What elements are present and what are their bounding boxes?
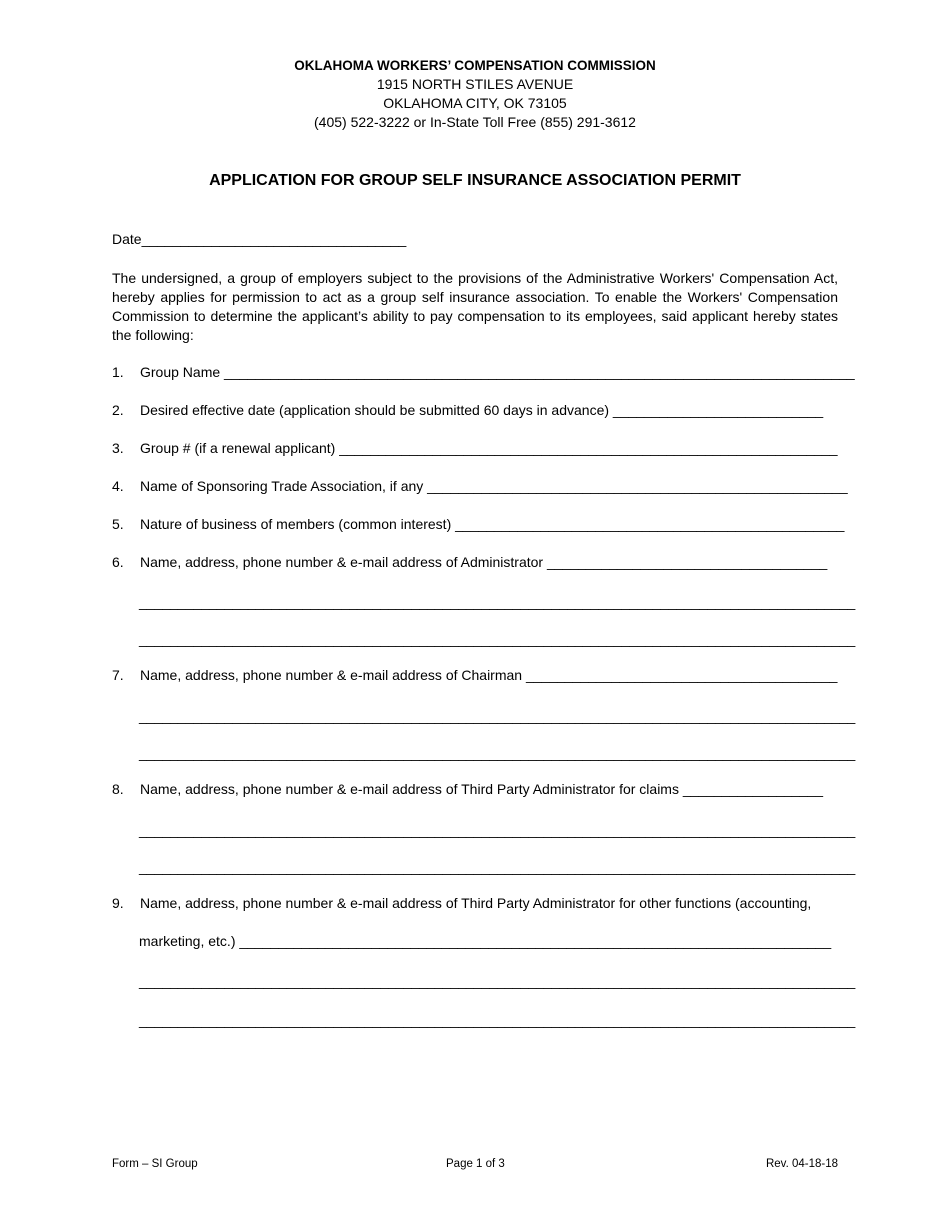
item-number: 9.: [112, 895, 124, 911]
intro-paragraph: The undersigned, a group of employers subject to the provisions of the Administrative Workers' Compensation Act, hereby applies for permission to act as a group self insurance association. To enable the Workers' Compensation Commission to determine the applicant’s ability to pay compensation to its employees, said applicant hereby states the following:: [112, 270, 838, 343]
blank-line[interactable]: ____________________________________________________________________________________________: [139, 822, 856, 838]
item-number: 8.: [112, 781, 124, 797]
blank-line[interactable]: ____________________________________________________________________________________________: [139, 631, 856, 647]
blank-line[interactable]: ____________________________________________________________________________________________: [139, 708, 856, 724]
item-number: 7.: [112, 667, 124, 683]
item-text: Name, address, phone number & e-mail address of Chairman ________________________________________: [140, 667, 838, 683]
footer-page-number: Page 1 of 3: [446, 1158, 505, 1170]
item-number: 4.: [112, 478, 124, 494]
item-number: 3.: [112, 440, 124, 456]
item-text: Name, address, phone number & e-mail address of Third Party Administrator for claims __________________: [140, 781, 824, 797]
address-line-1: 1915 NORTH STILES AVENUE: [376, 76, 574, 92]
blank-line[interactable]: ____________________________________________________________________________________________: [139, 594, 856, 610]
blank-line[interactable]: ____________________________________________________________________________________________: [139, 745, 856, 761]
item-number: 6.: [112, 554, 124, 570]
item-text: Name of Sponsoring Trade Association, if any ______________________________________________________: [140, 478, 848, 494]
blank-line[interactable]: ____________________________________________________________________________________________: [139, 973, 856, 989]
blank-line[interactable]: ____________________________________________________________________________________________: [139, 1012, 856, 1028]
letterhead: [0, 56, 950, 132]
item-number: 1.: [112, 364, 124, 380]
footer-revision: Rev. 04-18-18: [765, 1158, 838, 1170]
form-title: APPLICATION FOR GROUP SELF INSURANCE ASSOCIATION PERMIT: [209, 172, 741, 189]
item-text: Name, address, phone number & e-mail address of Third Party Administrator for other functions (accounting,: [140, 895, 812, 911]
item-number: 2.: [112, 402, 124, 418]
item-text: Desired effective date (application should be submitted 60 days in advance) ___________________________: [140, 402, 824, 418]
blank-line[interactable]: ____________________________________________________________________________________________: [139, 859, 856, 875]
item-text: Nature of business of members (common interest) __________________________________________________: [140, 516, 845, 532]
item-text: Group Name _________________________________________________________________________________: [140, 364, 855, 380]
item-number: 5.: [112, 516, 124, 532]
address-line-2: OKLAHOMA CITY, OK 73105: [383, 95, 567, 111]
organization-name: OKLAHOMA WORKERS’ COMPENSATION COMMISSION: [294, 58, 656, 73]
item-9-continuation[interactable]: marketing, etc.) ____________________________________________________________________________: [139, 933, 832, 949]
footer-form-id: Form – SI Group: [112, 1158, 198, 1170]
item-text: Group # (if a renewal applicant) ________________________________________________________________: [140, 440, 838, 456]
item-text: Name, address, phone number & e-mail address of Administrator ____________________________________: [140, 554, 828, 570]
phone-line: (405) 522-3222 or In-State Toll Free (855) 291-3612: [314, 114, 636, 130]
date-field[interactable]: Date__________________________________: [112, 231, 407, 247]
